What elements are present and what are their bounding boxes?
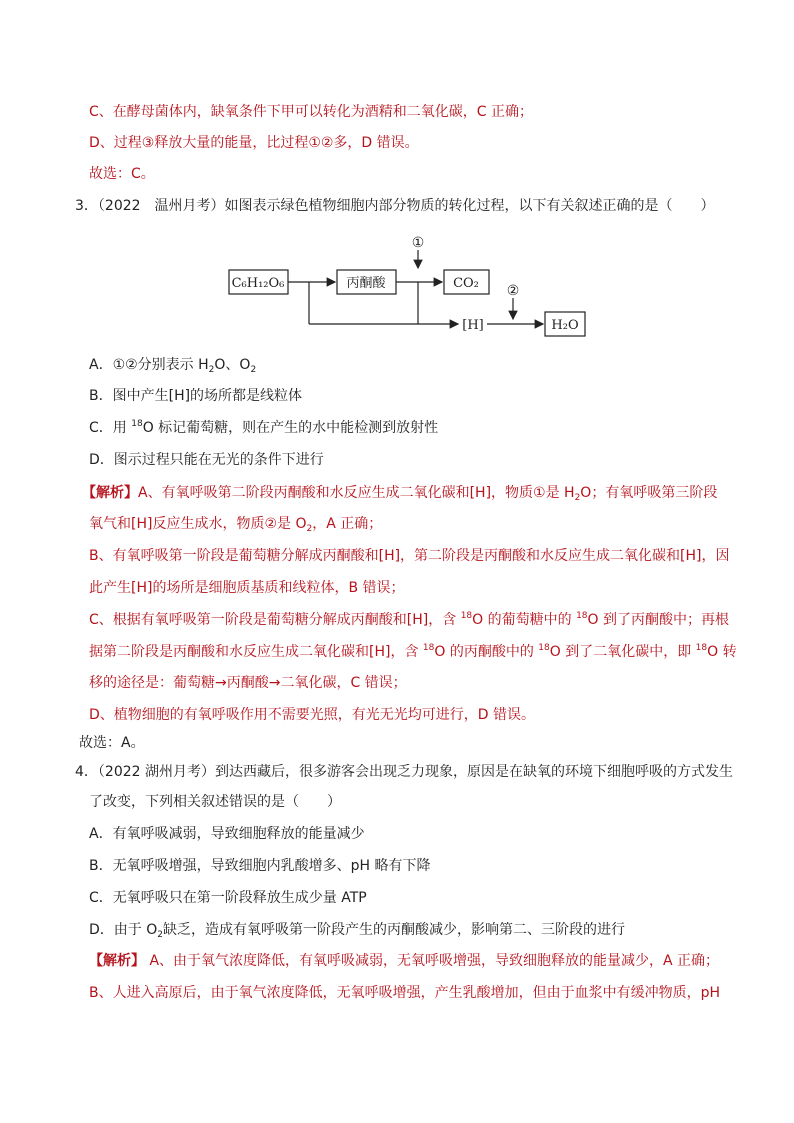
- glucose-label: C₆H₁₂O₆: [231, 276, 285, 291]
- co2-box: [444, 270, 489, 294]
- question-3-stem: 3．（2022 温州月考）如图表示绿色植物细胞内部分物质的转化过程，以下有关叙述正确的是（ ）: [75, 198, 715, 214]
- marker-2: ②: [506, 283, 520, 299]
- analysis-line-2: B、人进入高原后，由于氧气浓度降低，无氧呼吸增强，产生乳酸增加，但由于血浆中有缓冲物质，pH: [89, 985, 721, 1001]
- answer-line: 故选：C。: [89, 166, 155, 182]
- option-d: D．由于 $O_2$缺乏，造成有氧呼吸第一阶段产生的丙酮酸减少，影响第二、三阶段的进行: [89, 922, 625, 940]
- analysis-line-6: 据第二阶段是丙酮酸和水反应生成二氧化碳和[H]，含 $^{18}$O 的丙酮酸中的 $^{18}$O 到了二氧化碳中，即 $^{18}$O 转: [89, 643, 737, 660]
- glucose-box: [229, 270, 288, 294]
- analysis-line-1: 【解析】A、有氧呼吸第二阶段丙酮酸和水反应生成二氧化碳和[H]，物质①是 $H_2O$；有氧呼吸第三阶段: [82, 485, 718, 503]
- marker-1: ①: [411, 235, 425, 251]
- analysis-line-3: B、有氧呼吸第一阶段是葡萄糖分解成丙酮酸和[H]，第二阶段是丙酮酸和水反应生成二氧化碳和[H]，因: [89, 548, 730, 564]
- analysis-tag: 【解析】: [82, 485, 138, 501]
- analysis-line-4: 此产生[H]的场所是细胞质基质和线粒体，B 错误；: [89, 580, 405, 596]
- co2-label: CO₂: [453, 276, 479, 291]
- analysis-line-d: D、过程③释放大量的能量，比过程①②多，D 错误。: [89, 135, 419, 151]
- question-4-stem-cont: 了改变，下列相关叙述错误的是（ ）: [89, 794, 341, 810]
- option-c: C．用 $^{18}$O 标记葡萄糖，则在产生的水中能检测到放射性: [89, 419, 439, 436]
- analysis-line-8: D、植物细胞的有氧呼吸作用不需要光照，有光无光均可进行，D 错误。: [89, 707, 536, 723]
- h2o-box: [545, 312, 585, 336]
- analysis-line-c: C、在酵母菌体内，缺氧条件下甲可以转化为酒精和二氧化碳，C 正确；: [89, 104, 533, 120]
- pyruvate-box: [337, 270, 396, 294]
- pyruvate-label: 丙酮酸: [346, 276, 386, 291]
- question-4-stem: 4．（2022 湖州月考）到达西藏后，很多游客会出现乏力现象，原因是在缺氧的环境下细胞呼吸的方式发生: [75, 764, 733, 780]
- option-b: B．图中产生[H]的场所都是线粒体: [89, 388, 303, 404]
- option-b: B．无氧呼吸增强，导致细胞内乳酸增多、pH 略有下降: [89, 858, 431, 874]
- option-a: A．①②分别表示 $H_2O$、$O_2$: [89, 357, 257, 375]
- analysis-line-2: 氧气和[H]反应生成水，物质②是 $O_2$，A 正确；: [89, 516, 383, 534]
- answer-line: 故选：A。: [79, 735, 145, 751]
- analysis-line-1: 【解析】 A、由于氧气浓度降低，有氧呼吸减弱，无氧呼吸增强，导致细胞释放的能量减少，A 正确；: [89, 953, 720, 969]
- h2o-label: H₂O: [551, 318, 579, 333]
- option-a: A．有氧呼吸减弱，导致细胞释放的能量减少: [89, 826, 365, 842]
- analysis-line-5: C、根据有氧呼吸第一阶段是葡萄糖分解成丙酮酸和[H]，含 $^{18}$O 的葡萄糖中的 $^{18}$O 到了丙酮酸中；再根: [89, 611, 729, 628]
- option-d: D．图示过程只能在无光的条件下进行: [89, 452, 324, 468]
- h-label: [H]: [462, 318, 484, 333]
- analysis-tag: 【解析】: [89, 953, 145, 969]
- analysis-line-7: 移的途径是：葡萄糖→丙酮酸→二氧化碳，C 错误；: [89, 675, 407, 691]
- option-c: C．无氧呼吸只在第一阶段释放生成少量 ATP: [89, 890, 367, 906]
